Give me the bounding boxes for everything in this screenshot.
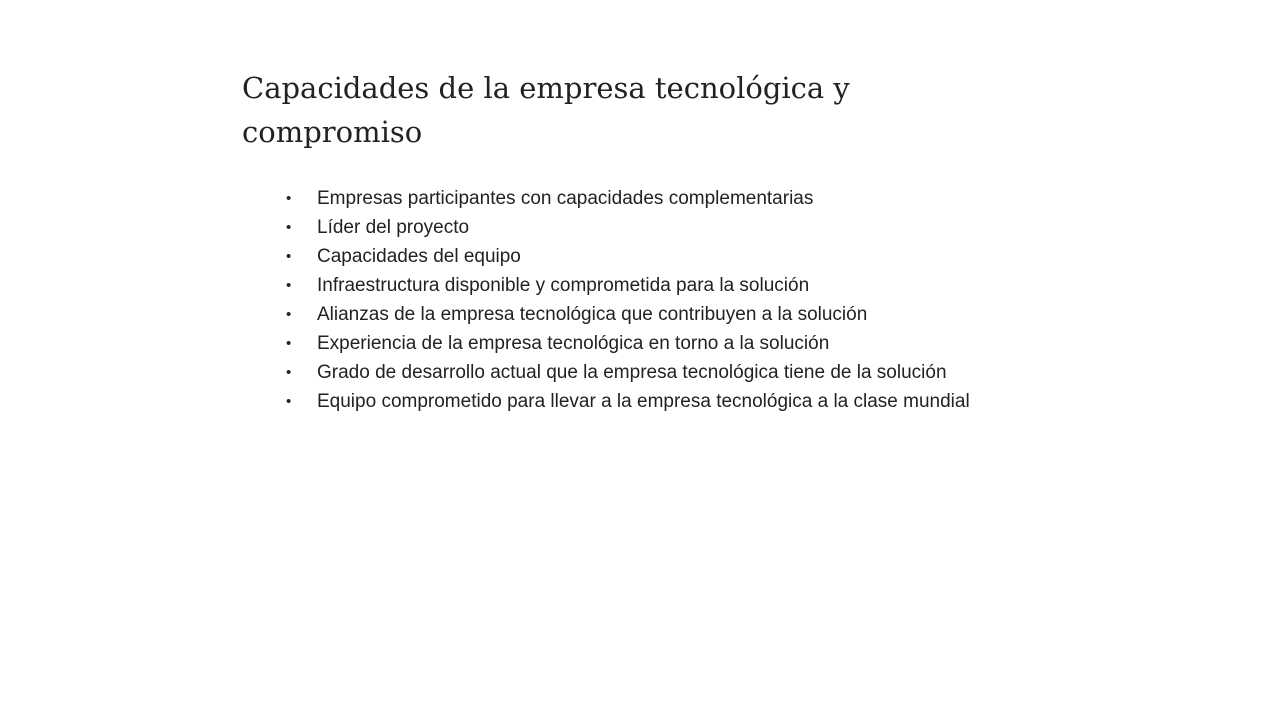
bullet-list — [286, 184, 986, 416]
bullet-item — [286, 242, 986, 271]
bullet-item — [286, 300, 986, 329]
bullet-text: Infraestructura disponible y comprometida para la solución — [317, 275, 810, 296]
bullet-icon: • — [286, 306, 292, 323]
bullet-icon: • — [286, 190, 292, 207]
bullet-item — [286, 184, 986, 213]
bullet-text: Equipo comprometido para llevar a la empresa tecnológica a la clase mundial — [317, 391, 970, 412]
bullet-icon: • — [286, 393, 292, 410]
bullet-text: Capacidades del equipo — [317, 246, 521, 267]
bullet-icon: • — [286, 248, 292, 265]
bullet-item — [286, 329, 986, 358]
bullet-item — [286, 213, 986, 242]
bullet-text: Experiencia de la empresa tecnológica en torno a la solución — [317, 333, 830, 354]
bullet-icon: • — [286, 364, 292, 381]
bullet-icon: • — [286, 335, 292, 352]
bullet-text: Líder del proyecto — [317, 217, 470, 238]
bullet-item — [286, 387, 986, 416]
bullet-item — [286, 358, 986, 387]
bullet-text: Grado de desarrollo actual que la empresa tecnológica tiene de la solución — [317, 362, 947, 383]
bullet-icon: • — [286, 219, 292, 236]
bullet-text: Empresas participantes con capacidades complementarias — [317, 188, 814, 209]
bullet-text: Alianzas de la empresa tecnológica que contribuyen a la solución — [317, 304, 868, 325]
slide-title: Capacidades de la empresa tecnológica y compromiso — [242, 71, 850, 149]
bullet-item — [286, 271, 986, 300]
bullet-icon: • — [286, 277, 292, 294]
